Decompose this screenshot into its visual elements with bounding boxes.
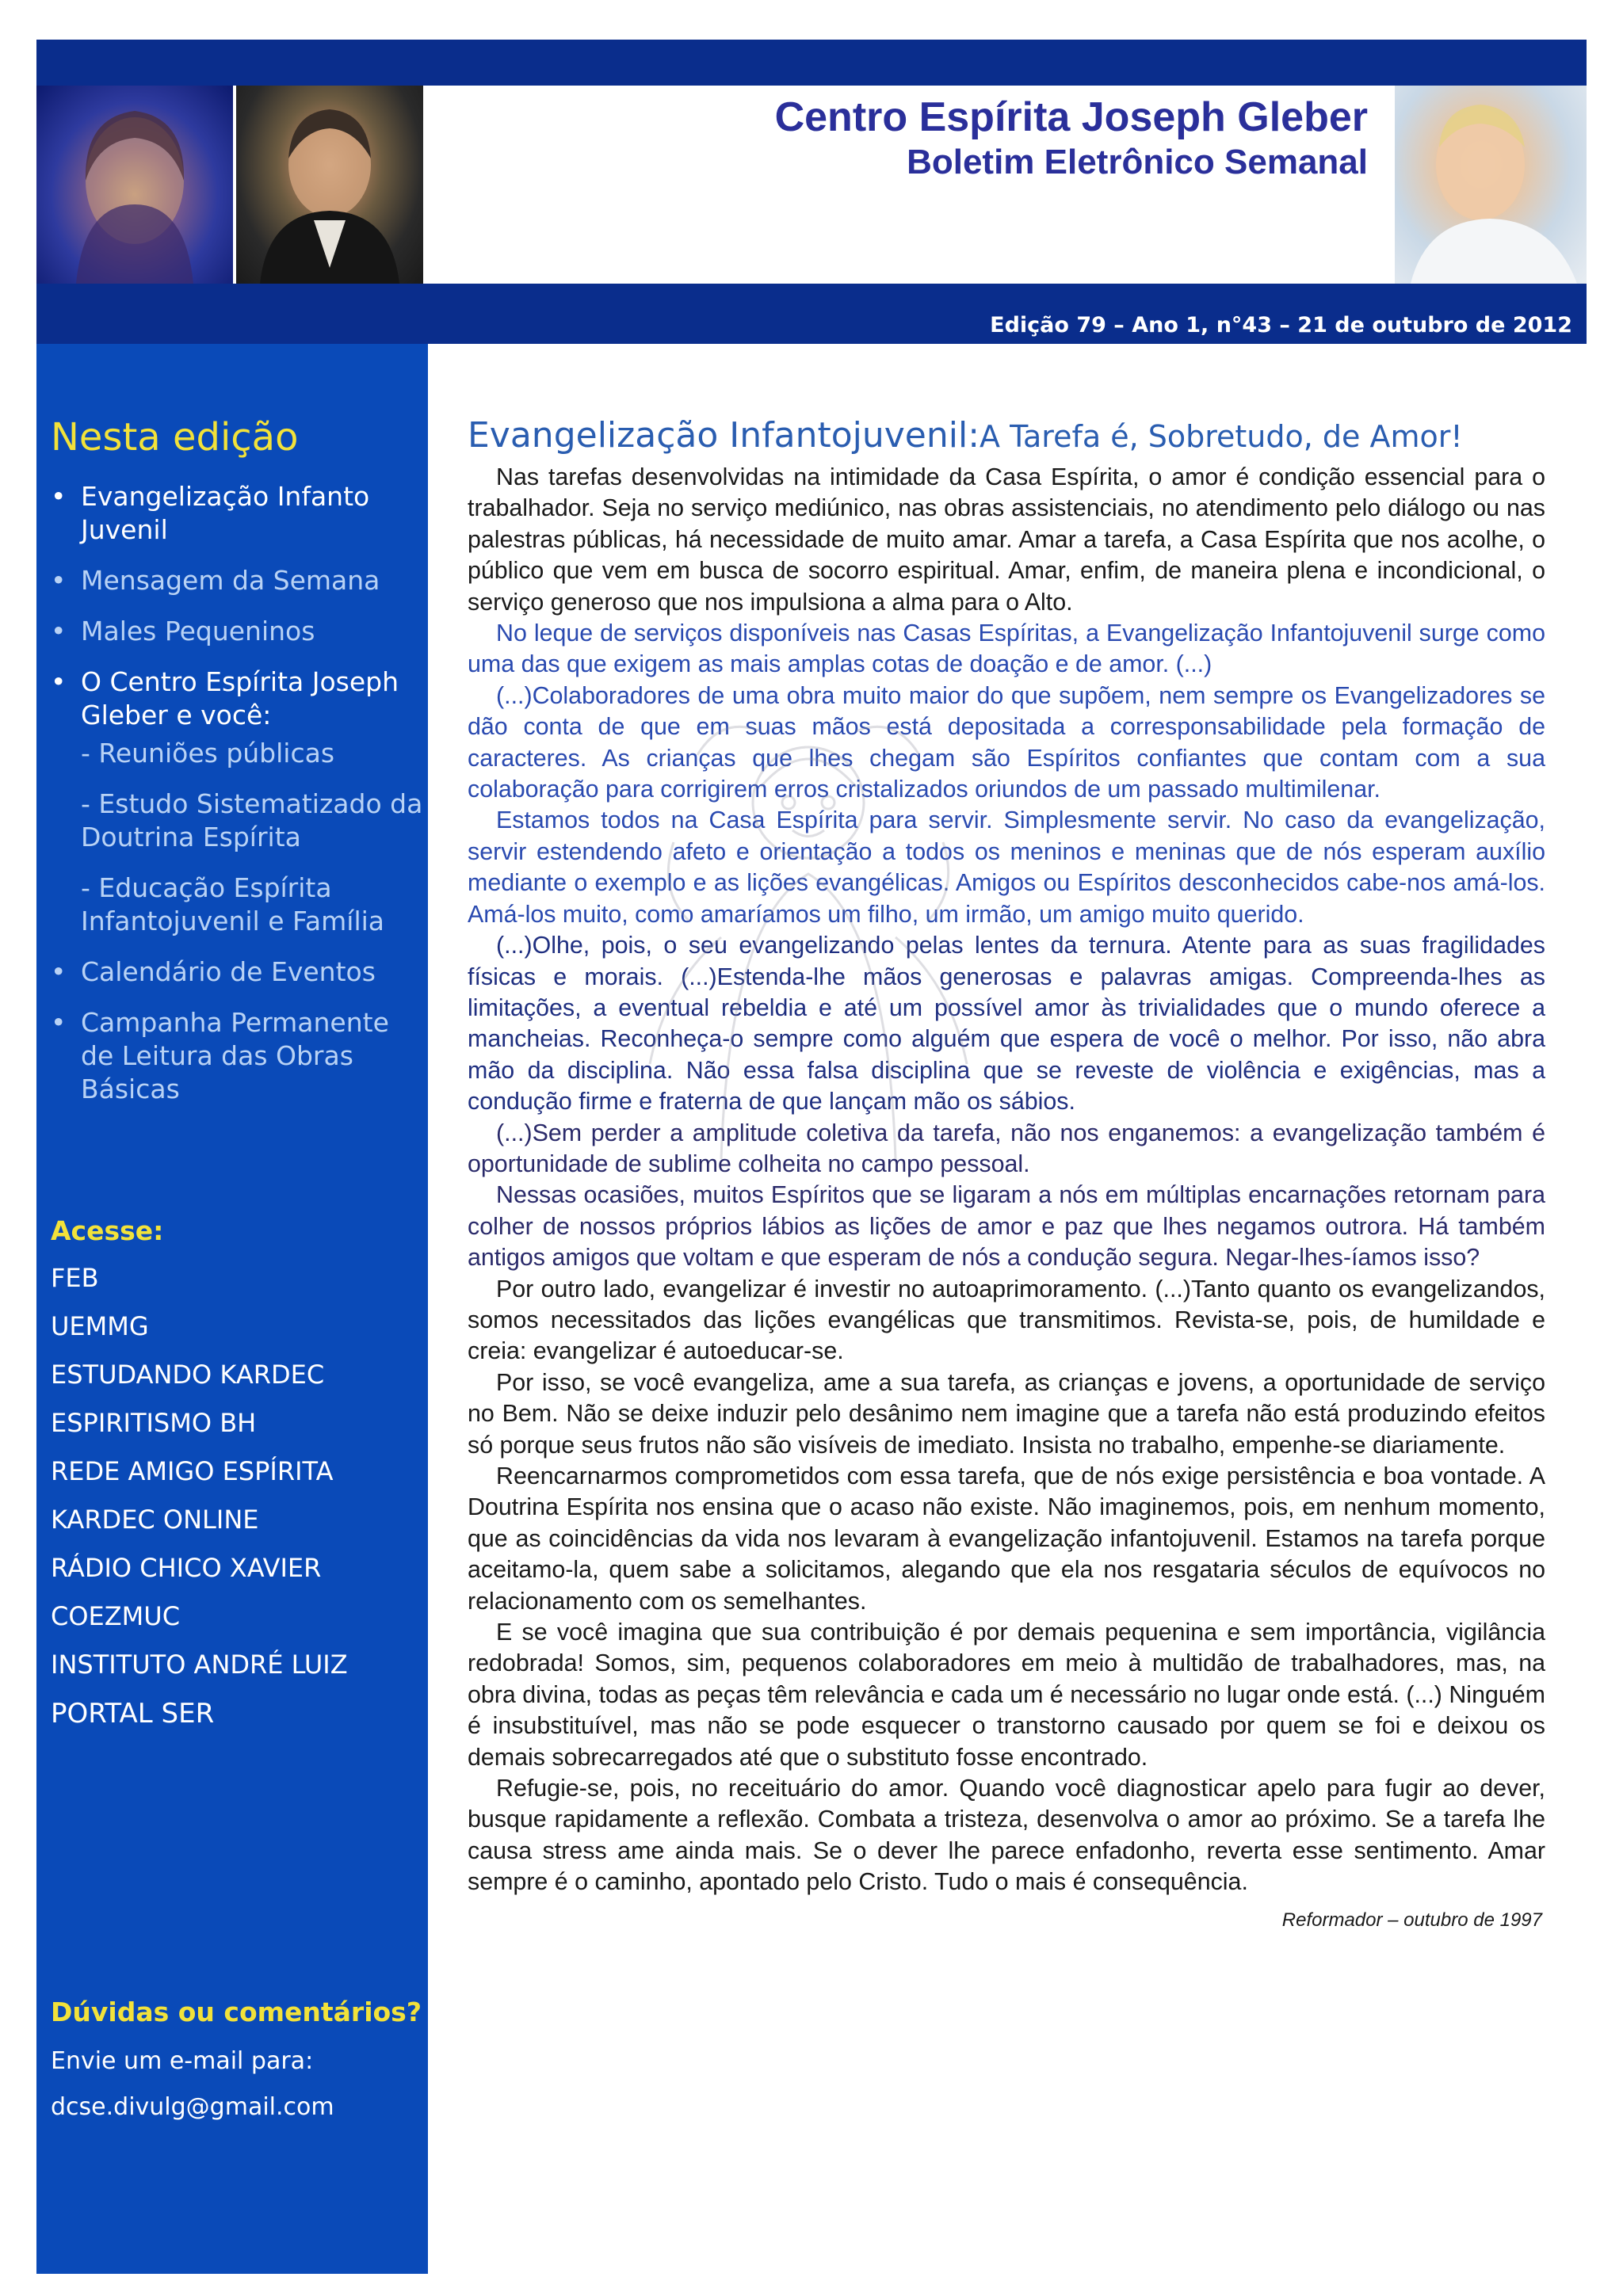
link-estudando-kardec[interactable]: ESTUDANDO KARDEC [51,1360,325,1390]
article-title [468,414,1545,459]
toc-item[interactable]: • O Centro Espírita Joseph Gleber e você: [51,666,423,732]
link-uemmg[interactable]: UEMMG [51,1311,149,1341]
link-coezmuc[interactable]: COEZMUC [51,1601,181,1631]
newsletter-header [36,86,1587,284]
article-paragraph: Por outro lado, evangelizar é investir no autoaprimoramento. (...)Tanto quanto os evangelizandos, somos necessitados das lições evangélicas que transmitimos. Revista-se, pois, de humildade e creia: evangelizar é autoeducar-se. [468,1275,1545,1365]
link-radio-chico-xavier[interactable]: RÁDIO CHICO XAVIER [51,1553,322,1583]
article-paragraph: Estamos todos na Casa Espírita para servir. Simplesmente servir. No caso da evangelização, servir estendendo afeto e orientação a todos os meninos e meninas que de nós esperam auxílio mediante o exemplo e as lições evangélicas. Amigos ou Espíritos desconhecidos cabe-nos amá-los. Amá-los muito, como amaríamos um filho, um irmão, um amigo muito querido. [468,807,1545,928]
article-title-main: Evangelização Infantojuvenil: [468,415,980,456]
article-paragraph: Nessas ocasiões, muitos Espíritos que se ligaram a nós em múltiplas encarnações retornam para colher de nossos próprios lábios as lições de amor e paz que lhes negamos outrora. Há também antigos amigos que voltam e que esperam de nós a condução segura. Negar-lhes-íamos isso? [468,1181,1545,1272]
links-heading: Acesse: [51,1215,164,1246]
toc-item[interactable]: • Mensagem da Semana [51,564,423,597]
article-paragraph: (...)Olhe, pois, o seu evangelizando pelas lentes da ternura. Atente para as suas fragilidades físicas e morais. (...)Estenda-lhe mãos generosas e palavras amigas. Compreenda-lhes as limitações, a eventual rebeldia e até um possível amor às trivialidades que o mundo oferece a mancheias. Reconheça-o sempre como alguém que espera de você o melhor. Por isso, não abra mão da disciplina. Não essa falsa disciplina que se reveste de violência e exigências, mas a condução firme e fraterna de que lançam mão os sábios. [468,932,1545,1116]
article-paragraph: Reencarnarmos comprometidos com essa tarefa, que de nós exige persistência e boa vontade. A Doutrina Espírita nos ensina que o acaso não existe. Não imaginemos, pois, em nenhum momento, que as coincidências da vida nos levaram à evangelização infantojuvenil. Estamos na tarefa porque aceitamo-la, quem sabe a solicitamos, alegando que ela nos resgataria séculos de equívocos no relacionamento com os semelhantes. [468,1463,1545,1615]
link-espiritismo-bh[interactable]: ESPIRITISMO BH [51,1408,257,1438]
contact-email-link[interactable]: dcse.divulg@gmail.com [51,2093,334,2121]
article-paragraph: (...)Sem perder a amplitude coletiva da tarefa, não nos enganemos: a evangelização também é oportunidade de sublime colheita no campo pessoal. [468,1119,1545,1177]
toc-item[interactable]: • Males Pequeninos [51,615,423,648]
article-paragraph: Refugie-se, pois, no receituário do amor. Quando você diagnosticar apelo para fugir ao dever, busque rapidamente a reflexão. Combata a tristeza, desenvolva o amor ao próximo. Se a tarefa lhe causa stress ame ainda mais. Se o dever lhe parece enfadonho, reverta esse sentimento. Amar sempre é o caminho, apontado pelo Cristo. Tudo o mais é consequência. [468,1775,1545,1896]
portrait-kardec-image [236,86,423,284]
toc-subitem[interactable]: - Educação Espírita Infantojuvenil e Família [81,872,385,936]
portrait-jesus-image [36,86,233,284]
table-of-contents [51,480,423,1123]
watermark-figure-icon [602,684,1014,1159]
article-source: Reformador – outubro de 1997 [1281,1909,1542,1931]
link-portal-ser[interactable]: PORTAL SER [51,1698,215,1730]
article-paragraph: (...)Colaboradores de uma obra muito maior do que supõem, nem sempre os Evangelizadores se dão conta de que em suas mãos está depositada a corresponsabilidade pela formação de caracteres. As crianças que lhes chegam são Espíritos confiantes que contam com a sua colaboração para corrigirem erros cristalizados oriundos de um passado multimilenar. [468,681,1545,803]
sidebar [36,344,428,2274]
top-banner-bar [36,40,1587,86]
contact-text: Envie um e-mail para: [51,2047,314,2075]
toc-subitem[interactable]: - Reuniões públicas [81,738,335,769]
toc-item[interactable]: • Evangelização Infanto Juvenil [51,480,423,547]
toc-subitem[interactable]: - Estudo Sistematizado da Doutrina Espírita [81,788,423,852]
article-paragraph: No leque de serviços disponíveis nas Casas Espíritas, a Evangelização Infantojuvenil surge como uma das que exigem as mais amplas cotas de doação e de amor. (...) [468,620,1545,678]
portrait-joseph-gleber-image [1395,86,1587,284]
toc-item[interactable]: • Calendário de Eventos [51,955,423,989]
link-kardec-online[interactable]: KARDEC ONLINE [51,1505,259,1535]
contact-heading: Dúvidas ou comentários? [51,1997,422,2027]
article-paragraph: Por isso, se você evangeliza, ame a sua tarefa, as crianças e jovens, a oportunidade de serviço no Bem. Não se deixe induzir pelo desânimo nem imagine que a tarefa não está produzindo efeitos só porque seus frutos não são visíveis de imediato. Insista no trabalho, empenhe-se diariamente. [468,1368,1545,1459]
link-feb[interactable]: FEB [51,1263,99,1293]
article [468,414,1545,1932]
link-instituto-andre-luiz[interactable]: INSTITUTO ANDRÉ LUIZ [51,1650,348,1680]
article-title-sub: A Tarefa é, Sobretudo, de Amor! [980,419,1463,454]
link-rede-amigo-espirita[interactable]: REDE AMIGO ESPÍRITA [51,1456,334,1486]
article-paragraph: Nas tarefas desenvolvidas na intimidade da Casa Espírita, o amor é condição essencial para o trabalhador. Seja no serviço mediúnico, nas obras assistenciais, no atendimento pelo diálogo ou nas palestras públicas, há necessidade de muito amar. Amar a tarefa, a Casa Espírita que nos acolhe, o público que vem em busca de socorro espiritual. Amar, enfim, de maneira plena e incondicional, o serviço generoso que nos impulsiona a alma para o Alto. [468,463,1545,616]
sidebar-heading: Nesta edição [51,415,299,460]
article-body [468,462,1545,1898]
external-links-list [51,1263,348,1746]
site-title: Centro Espírita Joseph Gleber [774,94,1368,140]
article-paragraph: E se você imagina que sua contribuição é por demais pequenina e sem importância, vigilância redobrada! Somos, sim, pequenos colaboradores em meio à multidão de trabalhadores, mas, na obra divina, todas as peças têm relevância e cada um é necessário no lugar onde está. (...) Ninguém é insubstituível, mas não se pode esquecer o transtorno causado por quem se foi e deixou os demais sobrecarregados até que o substituto fosse encontrado. [468,1619,1545,1771]
edition-info: Edição 79 – Ano 1, n°43 – 21 de outubro de 2012 [990,313,1572,338]
edition-bar [36,284,1587,344]
site-subtitle: Boletim Eletrônico Semanal [907,143,1368,181]
toc-item[interactable]: • Campanha Permanente de Leitura das Obras Básicas [51,1006,423,1106]
